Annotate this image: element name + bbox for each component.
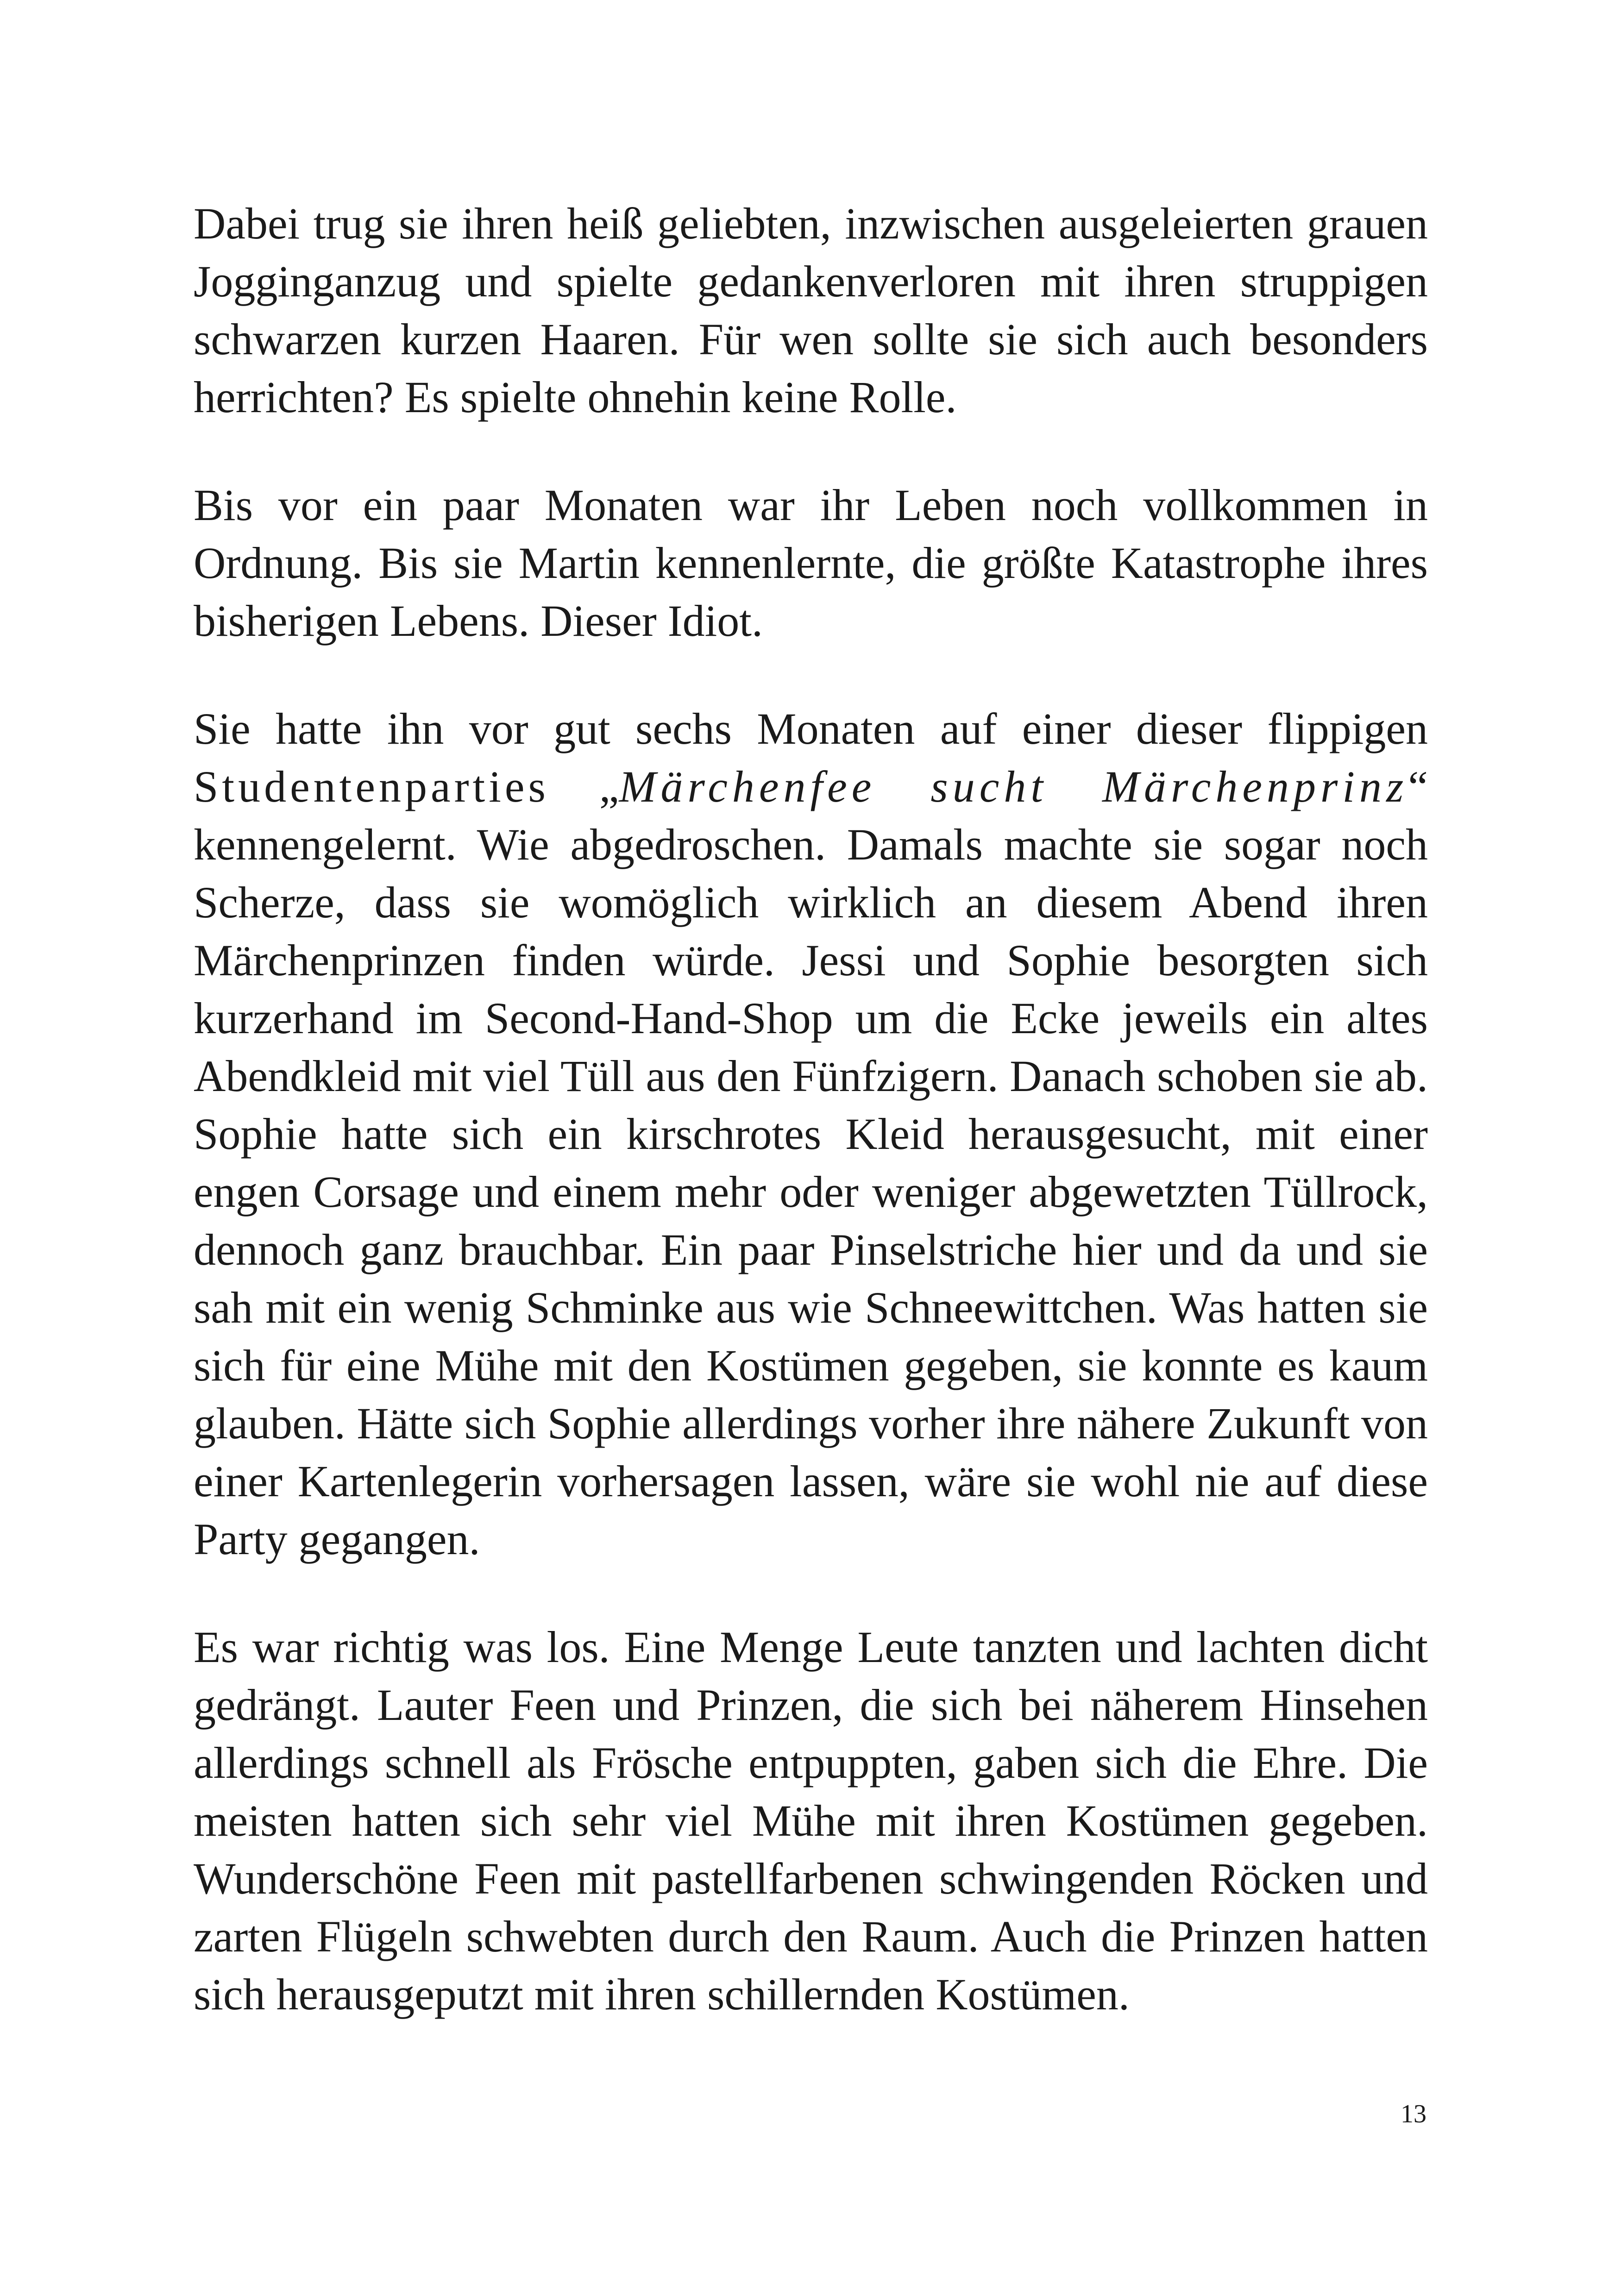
body-text [194,194,1428,2073]
page-number: 13 [1401,2100,1426,2128]
paragraph-1: Dabei trug sie ihren heiß geliebten, inzwischen ausgeleierten grauen Jogginganzug und spielte gedankenverloren mit ihren struppigen schwarzen kurzen Haaren. Für wen sollte sie sich auch besonders herrichten? Es spielte ohnehin keine Rolle. [194,199,1428,422]
paragraph-3-lead: Sie hatte ihn vor gut sechs Monaten auf einer dieser flippigen [194,704,1428,753]
quote-close: “ [1408,762,1428,811]
party-title: Märchenfee sucht Märchenprinz [619,762,1408,811]
paragraph-3 [194,700,1428,1568]
quote-open: „ [599,762,619,811]
paragraph-4: Es war richtig was los. Eine Menge Leute tanzten und lachten dicht gedrängt. Lauter Feen und Prinzen, die sich bei näherem Hinsehen allerdings schnell als Frösche entpuppten, gaben sich die Ehre. Die meisten hatten sich sehr viel Mühe mit ihren Kostümen gegeben. Wunderschöne Feen mit pastellfarbenen schwingenden Röcken und zarten Flügeln schwebten durch den Raum. Auch die Prinzen hatten sich herausgeputzt mit ihren schillernden Kostümen. [194,1622,1428,2019]
paragraph-3-rest: kennengelernt. Wie abgedroschen. Damals machte sie sogar noch Scherze, dass sie womöglich wirklich an diesem Abend ihren Märchenprinzen finden würde. Jessi und Sophie besorgten sich kurzerhand im Second-Hand-Shop um die Ecke jeweils ein altes Abendkleid mit viel Tüll aus den Fünfzigern. Danach schoben sie ab. Sophie hatte sich ein kirschrotes Kleid herausgesucht, mit einer engen Corsage und einem mehr oder weniger abgewetzten Tüllrock, dennoch ganz brauchbar. Ein paar Pinselstriche hier und da und sie sah mit ein wenig Schminke aus wie Schneewittchen. Was hatten sie sich für eine Mühe mit den Kostümen gegeben, sie konnte es kaum glauben. Hätte sich Sophie allerdings vorher ihre nähere Zukunft von einer Kartenlegerin vorhersagen lassen, wäre sie wohl nie auf diese Party gegangen. [194,820,1428,1564]
paragraph-2: Bis vor ein paar Monaten war ihr Leben noch vollkommen in Ordnung. Bis sie Martin kennenlernte, die größte Katastrophe ihres bisherigen Lebens. Dieser Idiot. [194,480,1428,646]
party-word: Studentenparties [194,762,549,811]
